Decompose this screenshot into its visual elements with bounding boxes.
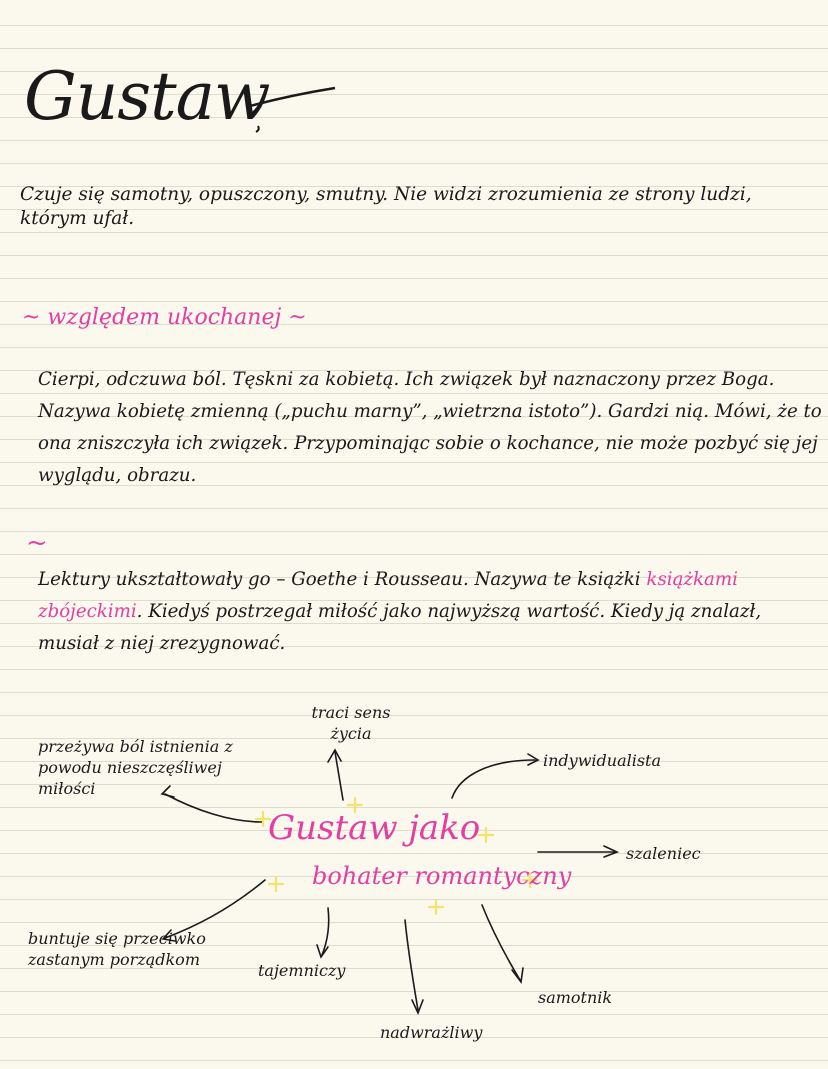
node-samotnik: samotnik	[538, 988, 613, 1007]
section-marker: ~	[26, 528, 48, 558]
node-indywidualista: indywidualista	[543, 751, 662, 770]
highlight-ksiazki-zbojeckie: książkami zbójeckimi	[38, 569, 738, 622]
mindmap-center-line2: bohater romantyczny	[312, 862, 572, 890]
node-szaleniec: szaleniec	[626, 844, 701, 863]
section-heading-beloved: ~ względem ukochanej ~	[22, 305, 307, 330]
node-nadwrazliwy: nadwrażliwy	[380, 1023, 483, 1042]
page-title: Gustaw	[24, 58, 270, 135]
node-buntuje-sie: buntuje się przeciwko zastanym porządkom	[28, 929, 206, 969]
section-paragraph-beloved: Cierpi, odczuwa ból. Tęskni za kobietą. Ich związek był naznaczony przez Boga. Nazywa kobietę zmienną („puchu marny”, „wietrzna istoto”). Gardzi nią. Mówi, że to ona zniszczyła ich związek. Przypominając sobie o kochance, nie może pozbyć się jej wyglądu, obrazu.	[38, 369, 822, 486]
intro-paragraph: Czuje się samotny, opuszczony, smutny. Nie widzi zrozumienia ze strony ludzi, którym ufał.	[20, 184, 752, 229]
node-tajemniczy: tajemniczy	[258, 961, 346, 980]
node-traci-sens: traci sens życia	[311, 703, 391, 743]
mindmap-center-line1: Gustaw jako	[268, 808, 481, 848]
readings-text-after: . Kiedyś postrzegał miłość jako najwyższą wartość. Kiedy ją znalazł, musiał z niej zrezygnować.	[38, 601, 762, 654]
readings-text-before: Lektury ukształtowały go – Goethe i Rousseau. Nazywa te książki	[38, 569, 641, 590]
node-przezywa-bol: przeżywa ból istnienia z powodu nieszczęśliwej miłości	[38, 737, 233, 798]
